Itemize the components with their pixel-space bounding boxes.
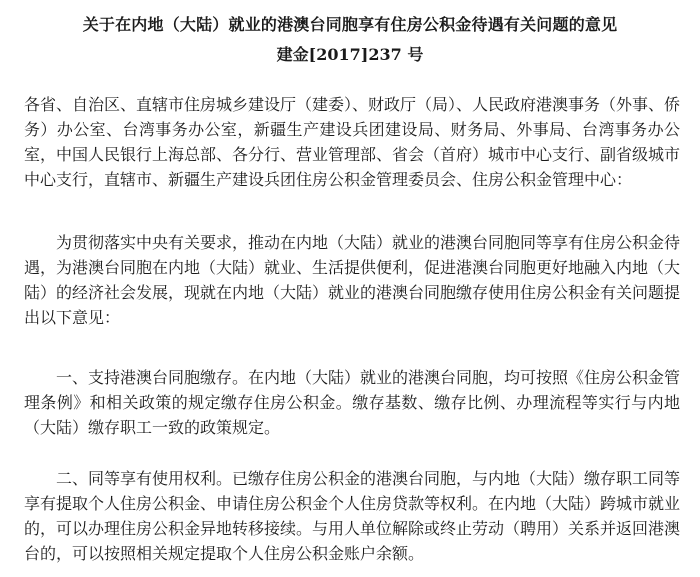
document-number: 建金[2017]237 号 bbox=[276, 45, 424, 64]
intro-paragraph: 为贯彻落实中央有关要求，推动在内地（大陆）就业的港澳台同胞同等享有住房公积金待遇，为港澳台同胞在内地（大陆）就业、生活提供便利，促进港澳台同胞更好地融入内地（大陆）的经济社会发展，现就在内地（大陆）就业的港澳台同胞缴存使用住房公积金有关问题提出以下意见： bbox=[24, 233, 681, 327]
section-one-paragraph: 一、支持港澳台同胞缴存。在内地（大陆）就业的港澳台同胞，均可按照《住房公积金管理条例》和相关政策的规定缴存住房公积金。缴存基数、缴存比例、办理流程等实行与内地（大陆）缴存职工一致的政策规定。 bbox=[24, 368, 681, 437]
document-title: 关于在内地（大陆）就业的港澳台同胞享有住房公积金待遇有关问题的意见 bbox=[82, 15, 618, 34]
addressee-paragraph: 各省、自治区、直辖市住房城乡建设厅（建委）、财政厅（局）、人民政府港澳事务（外事、侨务）办公室、台湾事务办公室，新疆生产建设兵团建设局、财务局、外事局、台湾事务办公室，中国人民银行上海总部、各分行、营业管理部、省会（首府）城市中心支行、副省级城市中心支行，直辖市、新疆生产建设兵团住房公积金管理委员会、住房公积金管理中心： bbox=[24, 95, 681, 189]
section-two-paragraph: 二、同等享有使用权利。已缴存住房公积金的港澳台同胞，与内地（大陆）缴存职工同等享有提取个人住房公积金、申请住房公积金个人住房贷款等权利。在内地（大陆）跨城市就业的，可以办理住房公积金异地转移接续。与用人单位解除或终止劳动（聘用）关系并返回港澳台的，可以按照相关规定提取个人住房公积金账户余额。 bbox=[24, 469, 681, 563]
